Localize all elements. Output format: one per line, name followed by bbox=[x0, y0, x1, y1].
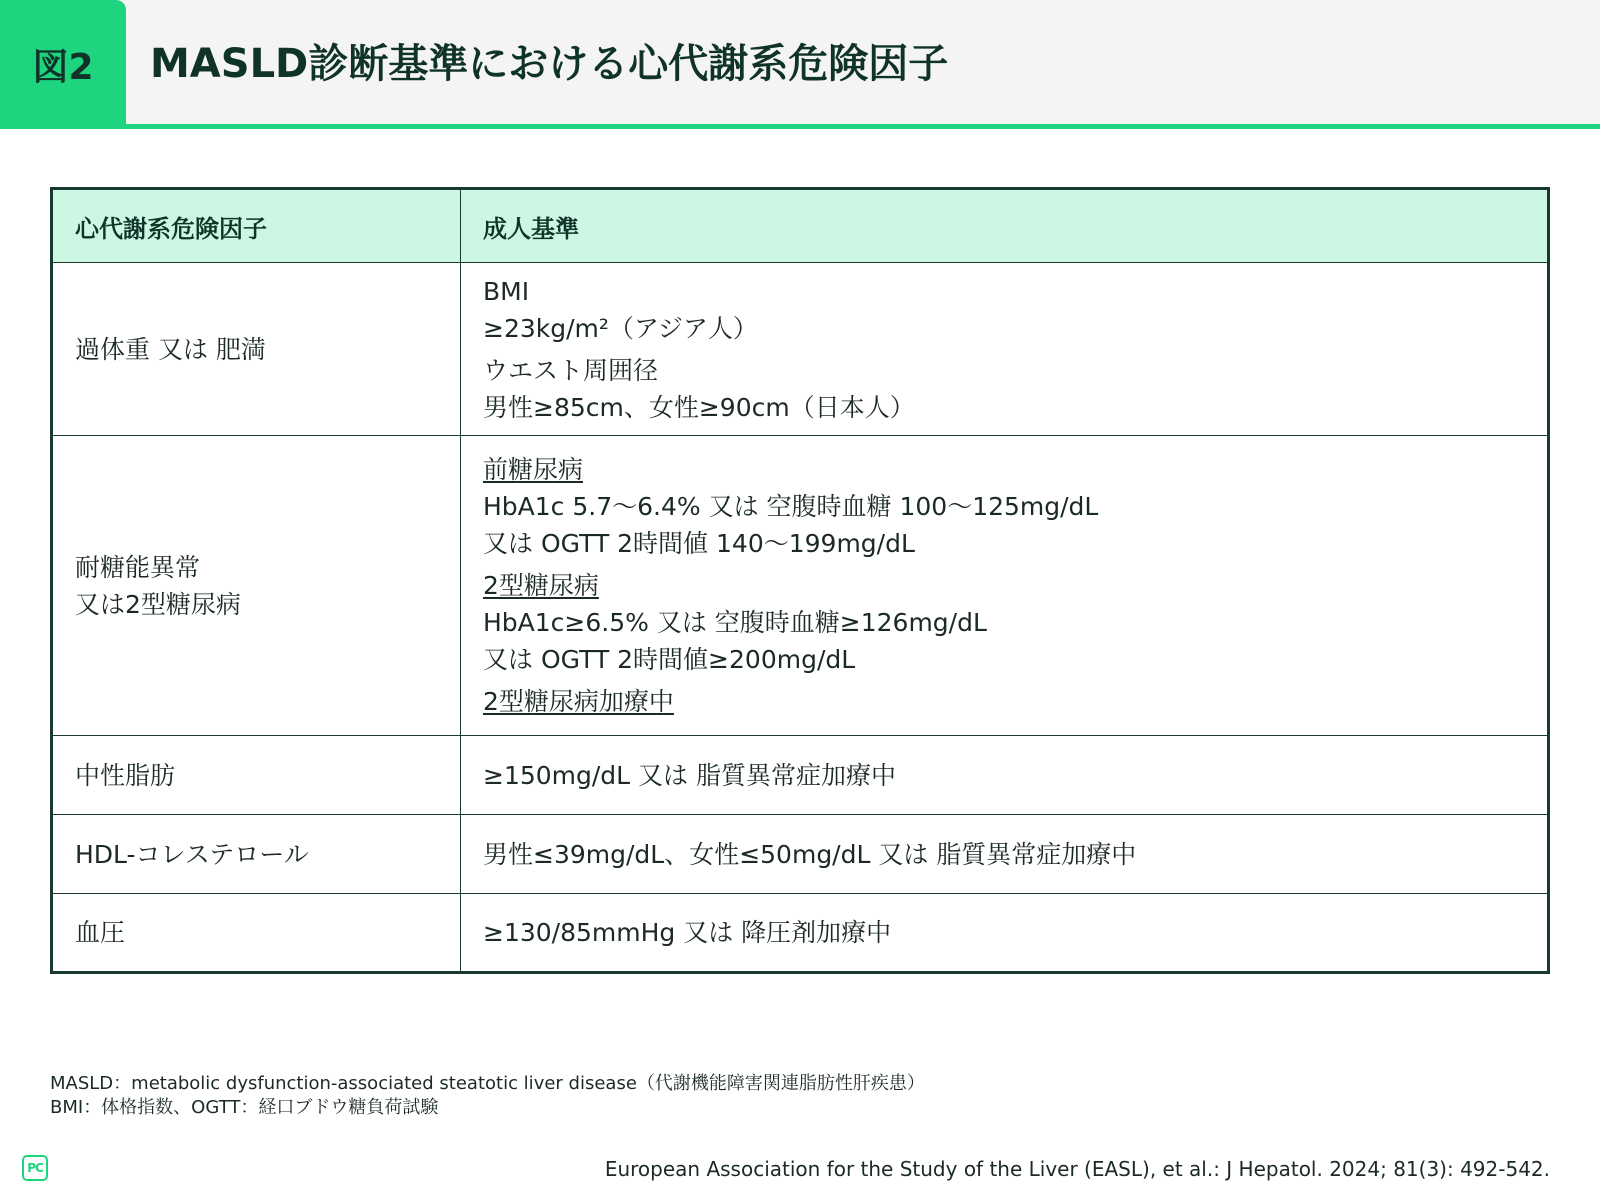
pc-logo-icon: PC bbox=[22, 1155, 48, 1181]
table-header-row bbox=[52, 189, 1549, 263]
table-row-glucose bbox=[52, 436, 1549, 736]
table-row-blood-pressure bbox=[52, 894, 1549, 973]
criteria-cell bbox=[461, 263, 1549, 436]
criteria-cell bbox=[461, 436, 1549, 736]
factor-label: HDL-コレステロール bbox=[75, 839, 309, 869]
factor-label: 耐糖能異常 bbox=[75, 552, 201, 582]
citation: European Association for the Study of the Liver (EASL), et al.: J Hepatol. 2024; 81(3): 492-542. bbox=[604, 1157, 1550, 1181]
criteria-cell bbox=[461, 815, 1549, 894]
criteria-group-bmi bbox=[483, 273, 1525, 347]
criteria-line: BMI bbox=[483, 276, 530, 306]
criteria-line: ≥23kg/m²（アジア人） bbox=[483, 313, 758, 343]
factor-cell bbox=[52, 815, 461, 894]
criteria-group-waist bbox=[483, 352, 1525, 426]
factor-label: 血圧 bbox=[75, 918, 126, 947]
footnote-masld: MASLD：metabolic dysfunction-associated steatotic liver disease（代謝機能障害関連脂肪性肝疾患） bbox=[50, 1073, 925, 1094]
criteria-line: ウエスト周囲径 bbox=[483, 355, 659, 385]
criteria-table bbox=[50, 187, 1550, 974]
criteria-line: 男性≥85cm、女性≥90cm（日本人） bbox=[483, 392, 915, 422]
footnotes bbox=[50, 1072, 925, 1120]
figure-label: 図2 bbox=[0, 0, 126, 129]
criteria-line: ≥130/85mmHg 又は 降圧剤加療中 bbox=[483, 918, 892, 947]
criteria-cell bbox=[461, 894, 1549, 973]
criteria-group-type2-diabetes bbox=[483, 567, 1525, 678]
factor-cell bbox=[52, 894, 461, 973]
criteria-line: ≥150mg/dL 又は 脂質異常症加療中 bbox=[483, 760, 897, 790]
table-row-hdl bbox=[52, 815, 1549, 894]
criteria-line: 又は OGTT 2時間値 140〜199mg/dL bbox=[483, 529, 915, 558]
header-accent-rule bbox=[0, 124, 1600, 129]
factor-label: 又は2型糖尿病 bbox=[75, 589, 241, 619]
criteria-line: 男性≤39mg/dL、女性≤50mg/dL 又は 脂質異常症加療中 bbox=[483, 839, 1137, 869]
table-row-weight bbox=[52, 263, 1549, 436]
column-header-factor: 心代謝系危険因子 bbox=[52, 189, 461, 263]
criteria-line: HbA1c≥6.5% 又は 空腹時血糖≥126mg/dL bbox=[483, 608, 987, 637]
factor-cell bbox=[52, 736, 461, 815]
criteria-group-prediabetes bbox=[483, 451, 1525, 562]
factor-label: 過体重 又は 肥満 bbox=[75, 334, 266, 364]
table-row-triglycerides bbox=[52, 736, 1549, 815]
footnote-abbreviations: BMI：体格指数、OGTT：経口ブドウ糖負荷試験 bbox=[50, 1097, 439, 1118]
page-title: MASLD診断基準における心代謝系危険因子 bbox=[150, 41, 949, 87]
criteria-cell bbox=[461, 736, 1549, 815]
column-header-criteria: 成人基準 bbox=[461, 189, 1549, 263]
factor-label: 中性脂肪 bbox=[75, 760, 176, 790]
factor-cell bbox=[52, 436, 461, 736]
criteria-subheading: 2型糖尿病加療中 bbox=[483, 687, 674, 716]
criteria-subheading: 2型糖尿病 bbox=[483, 571, 599, 600]
criteria-group-diabetes-treatment bbox=[483, 683, 1525, 720]
criteria-line: HbA1c 5.7〜6.4% 又は 空腹時血糖 100〜125mg/dL bbox=[483, 492, 1099, 521]
factor-cell bbox=[52, 263, 461, 436]
criteria-subheading: 前糖尿病 bbox=[483, 455, 584, 484]
criteria-line: 又は OGTT 2時間値≥200mg/dL bbox=[483, 645, 856, 674]
